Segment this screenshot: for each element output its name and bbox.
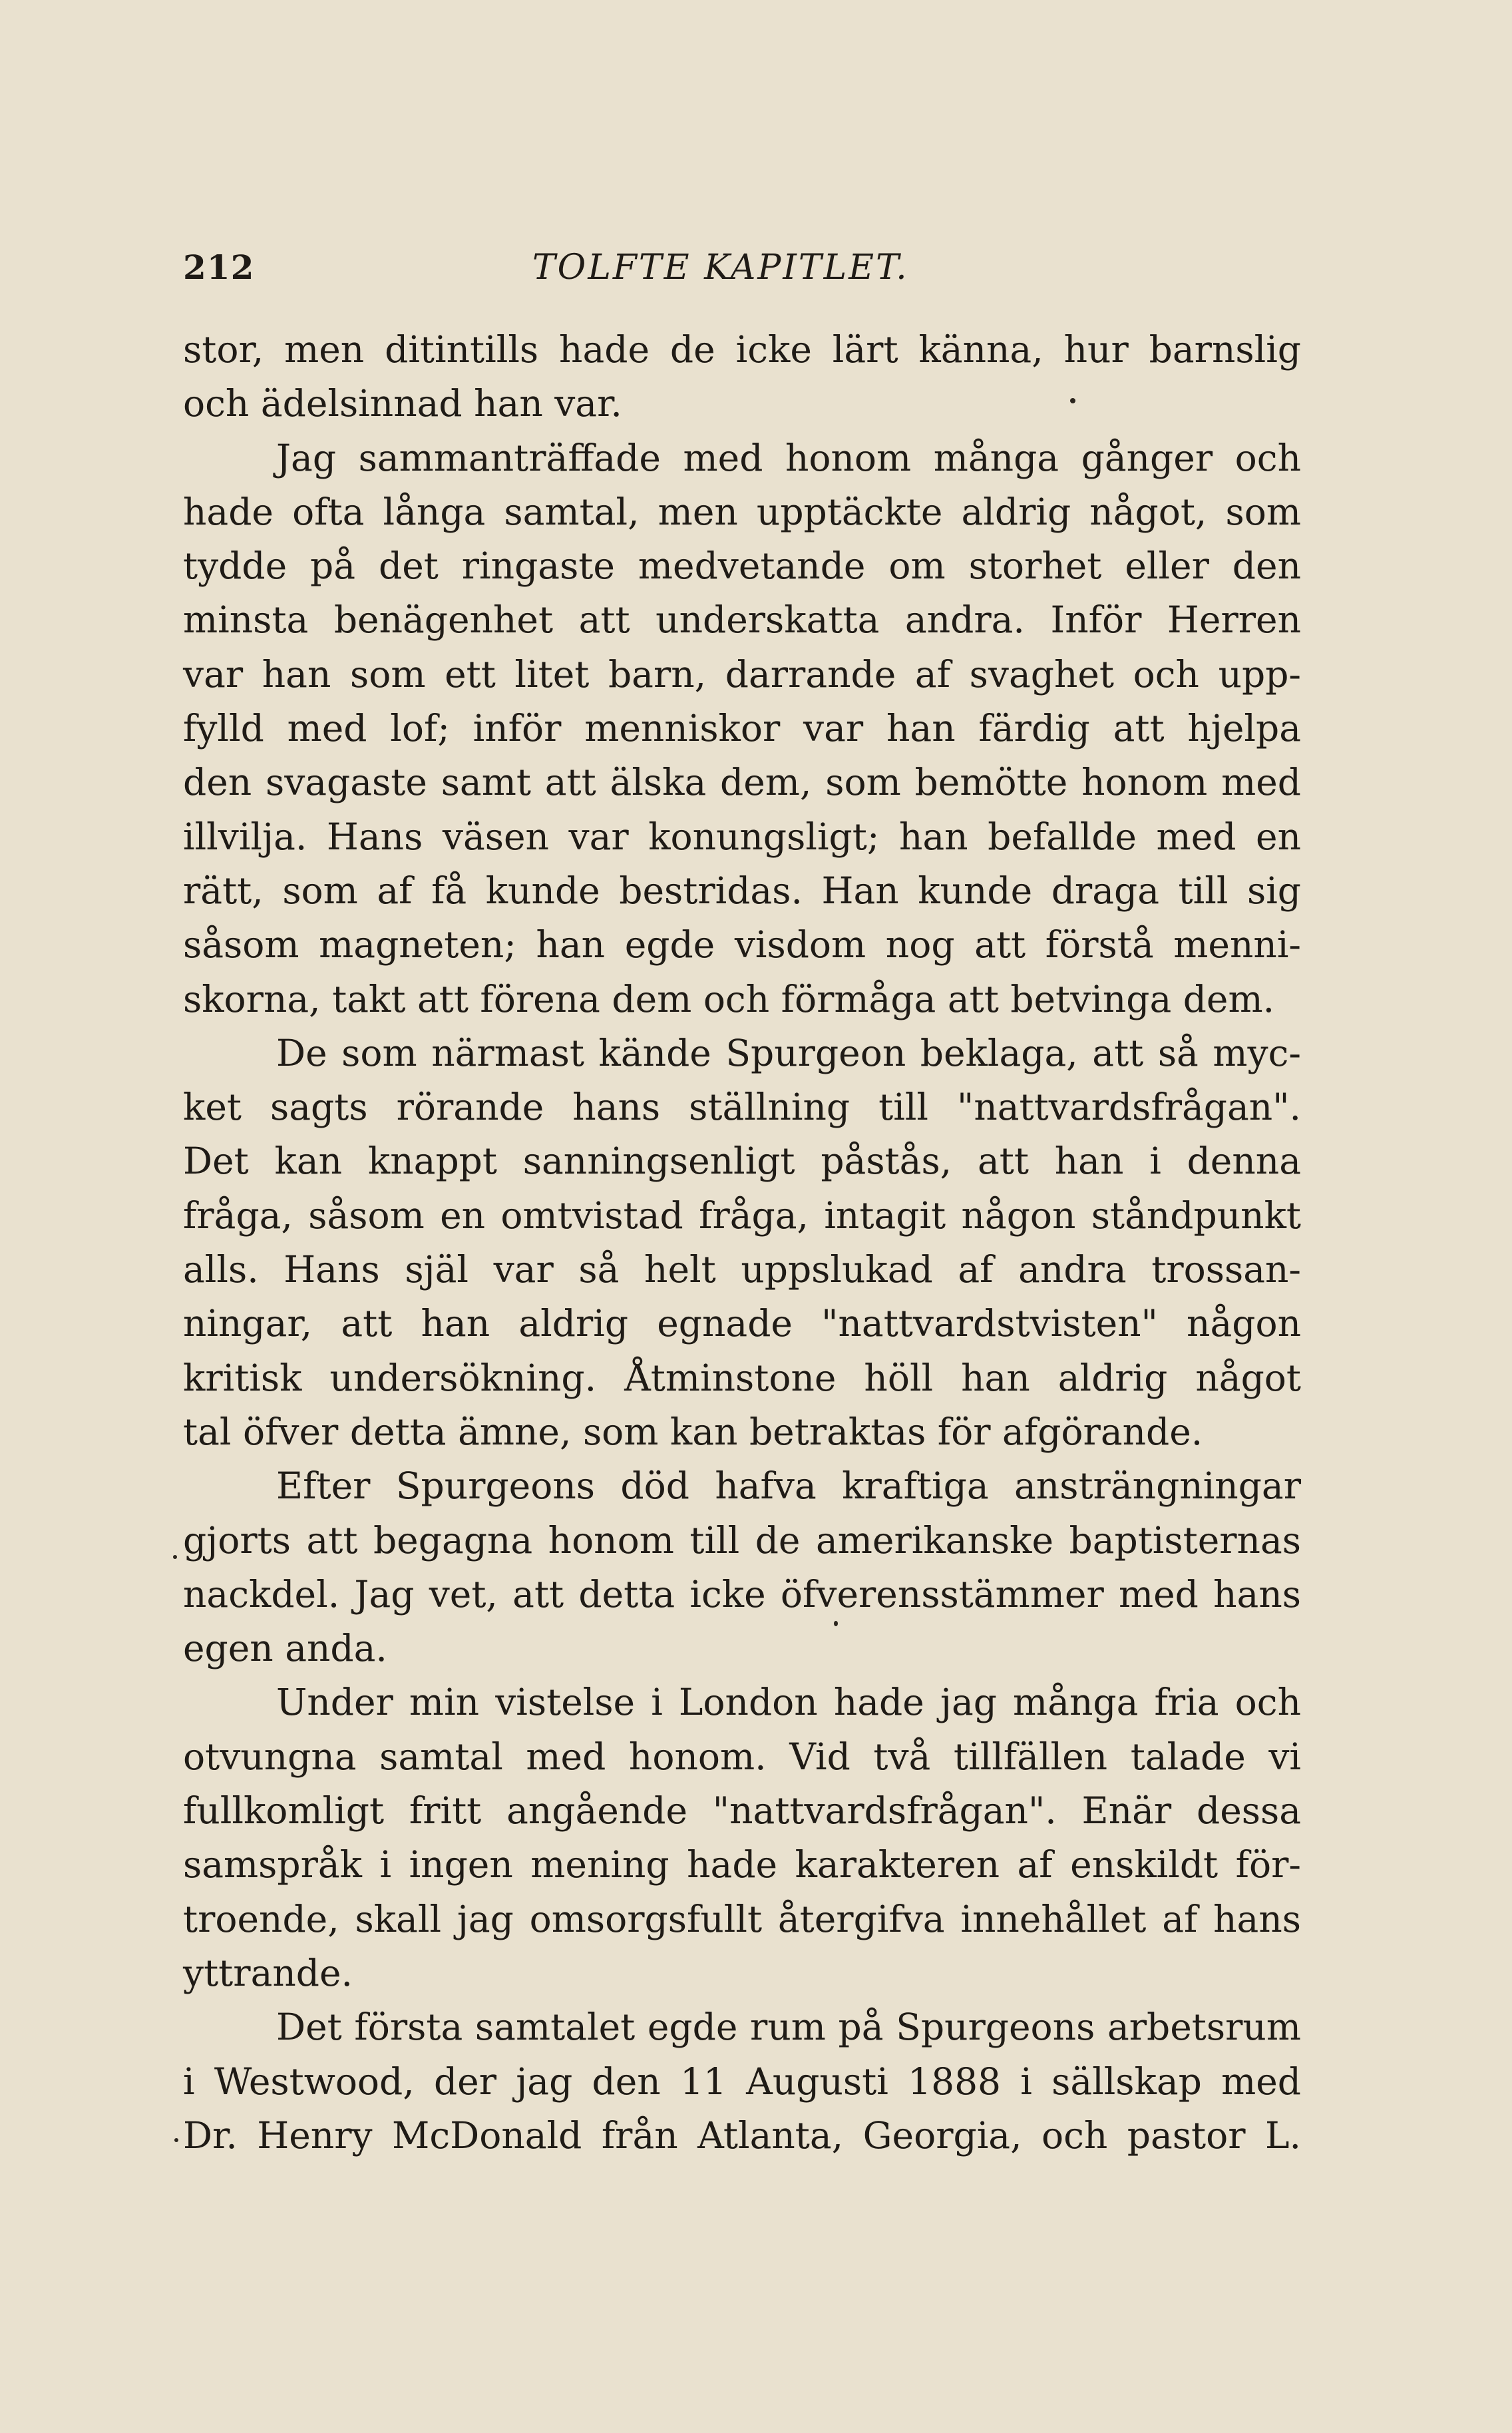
text-line: De som närmast kände Spurgeon beklaga, att så myc- — [276, 1031, 1301, 1074]
running-title: TOLFTE KAPITLET. — [532, 248, 909, 288]
text-line: troende, skall jag omsorgsfullt återgifva innehållet af hans — [183, 1897, 1301, 1940]
text-line: fylld med lof; inför menniskor var han färdig att hjelpa — [183, 707, 1301, 750]
text-line: fullkomligt fritt angående "nattvardsfrågan". Enär dessa — [183, 1789, 1301, 1833]
text-line: ningar, att han aldrig egnade "nattvardstvisten" någon — [183, 1302, 1301, 1345]
text-line: minsta benägenhet att underskatta andra. Inför Herren — [183, 598, 1301, 642]
text-line: hade ofta långa samtal, men upptäckte aldrig något, som — [183, 490, 1301, 533]
text-line: Dr. Henry McDonald från Atlanta, Georgia, och pastor L. — [183, 2113, 1301, 2157]
ink-speck — [1070, 398, 1075, 403]
text-line: nackdel. Jag vet, att detta icke öfverensstämmer med hans — [183, 1572, 1301, 1616]
text-line: egen anda. — [183, 1627, 387, 1670]
text-line: rätt, som af få kunde bestridas. Han kunde draga till sig — [183, 869, 1301, 912]
text-line: Det första samtalet egde rum på Spurgeons arbetsrum — [276, 2006, 1301, 2049]
page-number: 212 — [183, 248, 255, 287]
ink-speck — [174, 2138, 178, 2142]
text-line: skorna, takt att förena dem och förmåga att betvinga dem. — [183, 977, 1275, 1020]
text-line: samspråk i ingen mening hade karakteren af enskildt för- — [183, 1843, 1301, 1886]
text-line: Under min vistelse i London hade jag många fria och — [276, 1681, 1301, 1724]
text-line: Efter Spurgeons död hafva kraftiga ansträngningar — [276, 1464, 1301, 1508]
text-line: kritisk undersökning. Åtminstone höll han aldrig något — [183, 1356, 1301, 1399]
text-line: yttrande. — [183, 1951, 353, 1994]
text-line: fråga, såsom en omtvistad fråga, intagit någon ståndpunkt — [183, 1194, 1301, 1237]
text-line: såsom magneten; han egde visdom nog att förstå menni- — [183, 923, 1301, 967]
ink-speck — [834, 1621, 838, 1626]
ink-speck — [173, 1555, 177, 1559]
body-text — [183, 323, 1301, 2163]
text-line: den svagaste samt att älska dem, som bemötte honom med — [183, 761, 1301, 804]
text-line: var han som ett litet barn, darrande af svaghet och upp- — [183, 652, 1301, 696]
text-line: tydde på det ringaste medvetande om storhet eller den — [183, 545, 1301, 588]
text-line: och ädelsinnad han var. — [183, 382, 622, 425]
text-line: gjorts att begagna honom till de amerikanske baptisternas — [183, 1518, 1301, 1562]
text-line: Jag sammanträffade med honom många gånger och — [276, 436, 1301, 479]
text-line: otvungna samtal med honom. Vid två tillfällen talade vi — [183, 1735, 1301, 1778]
text-line: ket sagts rörande hans ställning till "nattvardsfrågan". — [183, 1086, 1301, 1129]
text-line: i Westwood, der jag den 11 Augusti 1888 i sällskap med — [183, 2060, 1301, 2103]
page-header — [183, 248, 1301, 296]
text-line: tal öfver detta ämne, som kan betraktas för afgörande. — [183, 1410, 1203, 1453]
text-line: Det kan knappt sanningsenligt påstås, att han i denna — [183, 1140, 1301, 1183]
text-line: illvilja. Hans väsen var konungsligt; han befallde med en — [183, 815, 1301, 858]
text-line: stor, men ditintills hade de icke lärt känna, hur barnslig — [183, 328, 1301, 371]
text-line: alls. Hans själ var så helt uppslukad af andra trossan- — [183, 1248, 1301, 1291]
